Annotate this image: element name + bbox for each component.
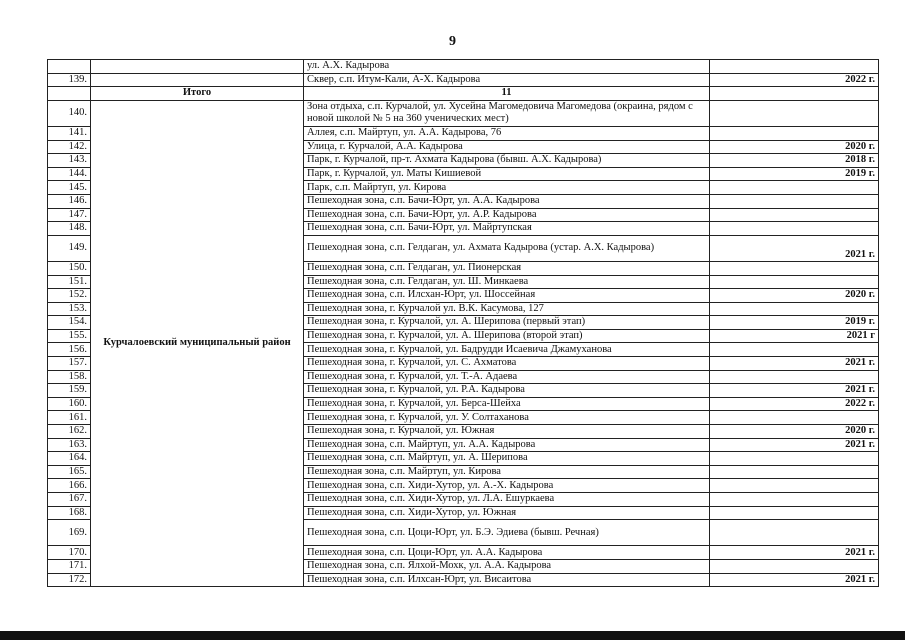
row-year xyxy=(710,506,879,520)
row-year xyxy=(710,343,879,357)
row-year: 2020 г. xyxy=(710,289,879,303)
row-number: 172. xyxy=(48,573,91,587)
row-number: 143. xyxy=(48,154,91,168)
row-number: 146. xyxy=(48,194,91,208)
row-number: 163. xyxy=(48,438,91,452)
row-year xyxy=(710,452,879,466)
row-year xyxy=(710,493,879,507)
row-location: Парк, г. Курчалой, ул. Маты Кишиевой xyxy=(304,167,710,181)
row-number: 154. xyxy=(48,316,91,330)
row-location: Пешеходная зона, с.п. Майртуп, ул. А. Шерипова xyxy=(304,452,710,466)
row-year xyxy=(710,208,879,222)
row-year: 2019 г. xyxy=(710,167,879,181)
row-location: Пешеходная зона, с.п. Цоци-Юрт, ул. А.А. Кадырова xyxy=(304,546,710,560)
row-year: 2019 г. xyxy=(710,316,879,330)
total-label: Итого xyxy=(91,87,304,101)
row-location: Пешеходная зона, г. Курчалой, ул. Берса-Шейха xyxy=(304,397,710,411)
table-row-continuation xyxy=(48,60,879,74)
row-year: 2021 г. xyxy=(710,235,879,261)
row-location: Пешеходная зона, г. Курчалой ул. В.К. Касумова, 127 xyxy=(304,302,710,316)
row-number: 142. xyxy=(48,140,91,154)
row-location: Пешеходная зона, с.п. Майртуп, ул. А.А. Кадырова xyxy=(304,438,710,452)
row-location: Пешеходная зона, с.п. Бачи-Юрт, ул. А.А. Кадырова xyxy=(304,194,710,208)
row-year xyxy=(710,465,879,479)
row-year xyxy=(710,559,879,573)
table-row xyxy=(48,100,879,126)
row-year: 2021 г. xyxy=(710,438,879,452)
row-number: 145. xyxy=(48,181,91,195)
row-location: Пешеходная зона, г. Курчалой, ул. А. Шерипова (первый этап) xyxy=(304,316,710,330)
row-year: 2022 г. xyxy=(710,73,879,87)
row-location: Пешеходная зона, г. Курчалой, ул. А. Шерипова (второй этап) xyxy=(304,329,710,343)
row-number: 148. xyxy=(48,222,91,236)
row-location: Пешеходная зона, г. Курчалой, ул. Бадрудди Исаевича Джамуханова xyxy=(304,343,710,357)
row-number: 170. xyxy=(48,546,91,560)
row-number: 162. xyxy=(48,425,91,439)
row-location: Пешеходная зона, г. Курчалой, ул. С. Ахматова xyxy=(304,357,710,371)
row-number: 144. xyxy=(48,167,91,181)
row-location: Аллея, с.п. Майртуп, ул. А.А. Кадырова, 76 xyxy=(304,126,710,140)
row-year xyxy=(710,275,879,289)
row-year xyxy=(710,261,879,275)
row-year xyxy=(710,194,879,208)
district-name: Курчалоевский муниципальный район xyxy=(91,100,304,586)
row-location: Пешеходная зона, с.п. Бачи-Юрт, ул. А.Р. Кадырова xyxy=(304,208,710,222)
row-location: Пешеходная зона, г. Курчалой, ул. Р.А. Кадырова xyxy=(304,384,710,398)
row-location: Пешеходная зона, с.п. Цоци-Юрт, ул. Б.Э. Эдиева (бывш. Речная) xyxy=(304,520,710,546)
row-number: 171. xyxy=(48,559,91,573)
row-number xyxy=(48,60,91,74)
row-number: 165. xyxy=(48,465,91,479)
row-number: 152. xyxy=(48,289,91,303)
row-year xyxy=(710,479,879,493)
row-year: 2021 г. xyxy=(710,573,879,587)
row-number: 159. xyxy=(48,384,91,398)
row-year xyxy=(710,126,879,140)
row-year: 2021 г xyxy=(710,329,879,343)
row-number: 164. xyxy=(48,452,91,466)
scan-bottom-edge xyxy=(0,631,905,640)
row-location: Пешеходная зона, с.п. Ялхой-Мохк, ул. А.А. Кадырова xyxy=(304,559,710,573)
total-row xyxy=(48,87,879,101)
row-year xyxy=(710,302,879,316)
row-location: Пешеходная зона, с.п. Хиди-Хутор, ул. Л.А. Ешуркаева xyxy=(304,493,710,507)
row-location: Пешеходная зона, г. Курчалой, ул. Т.-А. Адаева xyxy=(304,370,710,384)
row-location: Пешеходная зона, г. Курчалой, ул. У. Солтаханова xyxy=(304,411,710,425)
row-location: Пешеходная зона, с.п. Илсхан-Юрт, ул. Шоссейная xyxy=(304,289,710,303)
row-number: 155. xyxy=(48,329,91,343)
row-location: Улица, г. Курчалой, А.А. Кадырова xyxy=(304,140,710,154)
row-year xyxy=(710,520,879,546)
district-cell-empty xyxy=(91,73,304,87)
row-location: Пешеходная зона, с.п. Гелдаган, ул. Ахмата Кадырова (устар. А.Х. Кадырова) xyxy=(304,235,710,261)
row-location: Пешеходная зона, с.п. Бачи-Юрт, ул. Майртупская xyxy=(304,222,710,236)
row-number: 158. xyxy=(48,370,91,384)
total-spacer xyxy=(48,87,91,101)
row-number: 161. xyxy=(48,411,91,425)
row-location: Пешеходная зона, с.п. Илхсан-Юрт, ул. Висаитова xyxy=(304,573,710,587)
row-number: 140. xyxy=(48,100,91,126)
row-number: 167. xyxy=(48,493,91,507)
table-body xyxy=(48,60,879,587)
row-number: 157. xyxy=(48,357,91,371)
total-year-empty xyxy=(710,87,879,101)
row-year xyxy=(710,222,879,236)
row-number: 139. xyxy=(48,73,91,87)
row-location: Пешеходная зона, с.п. Гелдаган, ул. Пионерская xyxy=(304,261,710,275)
row-number: 149. xyxy=(48,235,91,261)
row-year: 2022 г. xyxy=(710,397,879,411)
row-year xyxy=(710,370,879,384)
row-number: 156. xyxy=(48,343,91,357)
row-number: 166. xyxy=(48,479,91,493)
row-year xyxy=(710,181,879,195)
row-year: 2018 г. xyxy=(710,154,879,168)
row-number: 168. xyxy=(48,506,91,520)
row-year: 2021 г. xyxy=(710,357,879,371)
row-location: Пешеходная зона, с.п. Гелдаган, ул. Ш. Минкаева xyxy=(304,275,710,289)
row-year: 2021 г. xyxy=(710,384,879,398)
row-number: 160. xyxy=(48,397,91,411)
row-location: Зона отдыха, с.п. Курчалой, ул. Хусейна Магомедовича Магомедова (окраина, рядом с новой школой № 5 на 360 ученических мест) xyxy=(304,100,710,126)
row-year: 2020 г. xyxy=(710,425,879,439)
row-location: ул. А.Х. Кадырова xyxy=(304,60,710,74)
row-number: 169. xyxy=(48,520,91,546)
row-number: 151. xyxy=(48,275,91,289)
table-row xyxy=(48,73,879,87)
row-year: 2021 г. xyxy=(710,546,879,560)
row-number: 141. xyxy=(48,126,91,140)
row-location: Сквер, с.п. Итум-Кали, А-Х. Кадырова xyxy=(304,73,710,87)
row-year xyxy=(710,100,879,126)
total-value: 11 xyxy=(304,87,710,101)
row-year xyxy=(710,60,879,74)
row-location: Пешеходная зона, с.п. Хиди-Хутор, ул. А.-Х. Кадырова xyxy=(304,479,710,493)
row-location: Пешеходная зона, с.п. Майртуп, ул. Кирова xyxy=(304,465,710,479)
row-number: 153. xyxy=(48,302,91,316)
row-location: Пешеходная зона, с.п. Хиди-Хутор, ул. Южная xyxy=(304,506,710,520)
row-year: 2020 г. xyxy=(710,140,879,154)
row-number: 150. xyxy=(48,261,91,275)
row-location: Пешеходная зона, г. Курчалой, ул. Южная xyxy=(304,425,710,439)
improvement-table xyxy=(47,59,879,587)
row-year xyxy=(710,411,879,425)
row-location: Парк, г. Курчалой, пр-т. Ахмата Кадырова (бывш. А.Х. Кадырова) xyxy=(304,154,710,168)
row-location: Парк, с.п. Майртуп, ул. Кирова xyxy=(304,181,710,195)
row-number: 147. xyxy=(48,208,91,222)
district-cell-empty xyxy=(91,60,304,74)
page-number: 9 xyxy=(449,34,456,49)
